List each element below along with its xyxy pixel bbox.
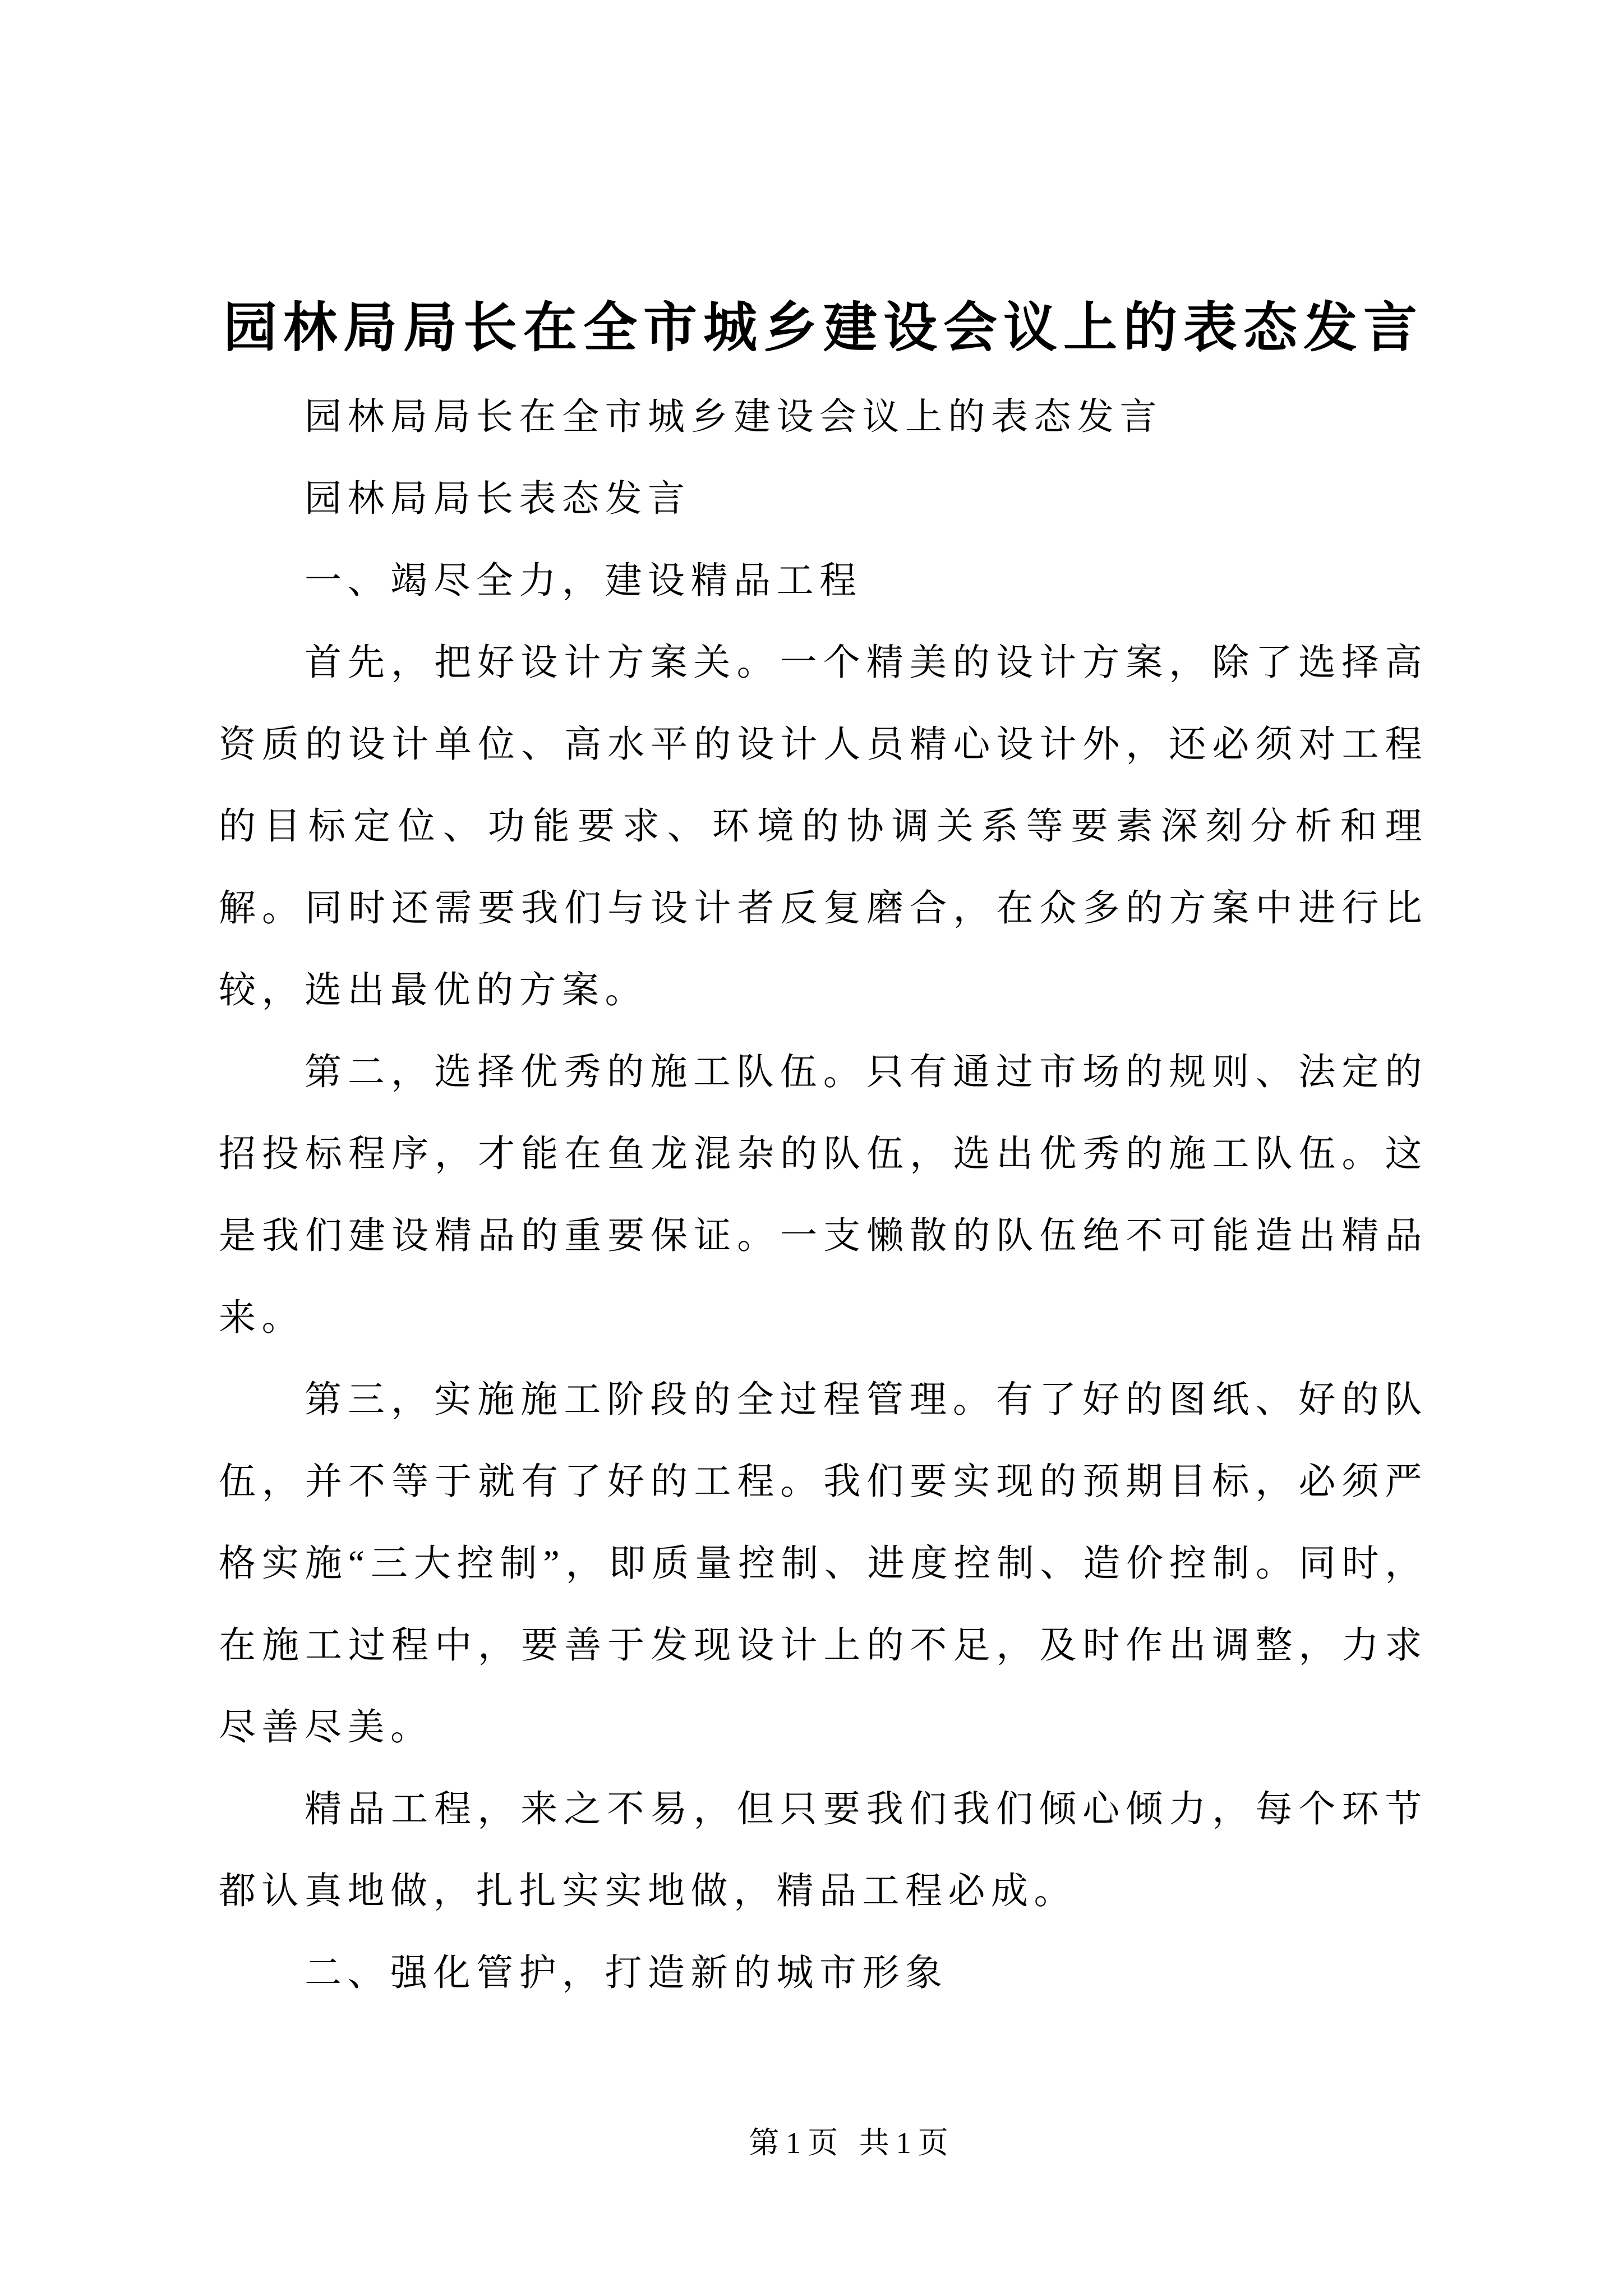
page-number-footer: 第1页 共1页 [749, 2126, 955, 2160]
paragraph-section-heading-2: 二、强化管护，打造新的城市形象 [305, 1953, 948, 1994]
paragraph-subtitle-2: 园林局局长表态发言 [305, 478, 691, 519]
paragraph-body-3: 第三，实施施工阶段的全过程管理。有了好的图纸、好的队伍，并不等于就有了好的工程。我们要实现的预期目标，必须严格实施“三大控制”，即质量控制、进度控制、造价控制。同时，在施工过程中，要善于发现设计上的不足，及时作出调整，力求尽善尽美。 [219, 1379, 1428, 1748]
document-title: 园林局局长在全市城乡建设会议上的表态发言 [223, 298, 1423, 358]
paragraph-body-4: 精品工程，来之不易，但只要我们我们倾心倾力，每个环节都认真地做，扎扎实实地做，精品工程必成。 [219, 1789, 1428, 1912]
paragraph-body-2: 第二，选择优秀的施工队伍。只有通过市场的规则、法定的招投标程序，才能在鱼龙混杂的队伍，选出优秀的施工队伍。这是我们建设精品的重要保证。一支懒散的队伍绝不可能造出精品来。 [219, 1052, 1428, 1338]
paragraph-body-1: 首先，把好设计方案关。一个精美的设计方案，除了选择高资质的设计单位、高水平的设计人员精心设计外，还必须对工程的目标定位、功能要求、环境的协调关系等要素深刻分析和理解。同时还需要我们与设计者反复磨合，在众多的方案中进行比较，选出最优的方案。 [219, 642, 1428, 1011]
paragraph-section-heading-1: 一、竭尽全力，建设精品工程 [305, 560, 863, 601]
document-body [219, 376, 1428, 2014]
document-content [219, 286, 1428, 2014]
paragraph-subtitle: 园林局局长在全市城乡建设会议上的表态发言 [305, 397, 1163, 438]
